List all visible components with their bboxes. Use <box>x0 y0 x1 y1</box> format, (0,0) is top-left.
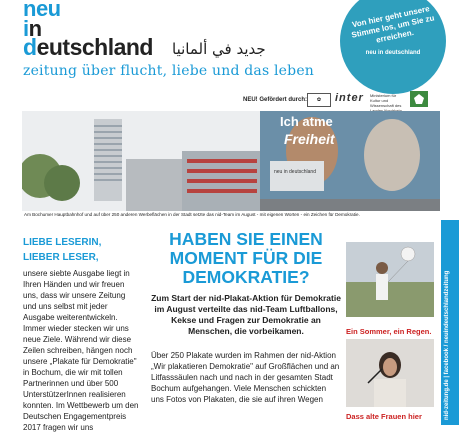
billboard-text-1: Ich atme <box>280 114 333 129</box>
hero-photo <box>22 111 440 211</box>
sponsor-logo-ministry: Ministerium für Kultur und Wissenschaft des <box>370 93 402 108</box>
logo-word-deutschland <box>23 36 153 59</box>
logo-letter-n: n <box>28 16 42 41</box>
tagline: zeitung über flucht, liebe und das leben <box>23 63 315 79</box>
editorial-body: unsere siebte Ausgabe liegt in Ihren Händen und wir freuen uns, dass wir unsere Zeitung und uns selbst mit jeder Ausgabe weiterentwickeln. Immer wieder stecken wir uns neue Ziele. Während wir diese Zeilen schreiben, hängen noch unsere „Plakate für Demokratie" in Bochum, die wir mit tollen Partnerinnen und über 500 UnterstützerInnen realisieren konnten. Im Wettbewerb um den Deutschen Engagementpreis 2017 fragen wir uns <box>23 269 139 432</box>
side-caption-2: Dass alte Frauen hier <box>346 412 422 421</box>
photo-caption: Am Bochumer Hauptbahnhof und auf über 250 anderen Werbeflächen in der Stadt setzte das nid-Team im August - mit eigenen Worten - ein Zeichen für Demokratie. <box>24 212 360 217</box>
billboard-logo: neu in deutschland <box>274 169 316 175</box>
logo-word-neu: neu <box>23 0 61 21</box>
billboard-text-2: Freiheit <box>284 131 335 147</box>
logo-letter-d: d <box>23 34 37 60</box>
logo-rest: eutschland <box>36 34 153 60</box>
nrw-logo-icon <box>410 91 428 107</box>
side-strip <box>441 220 459 425</box>
sponsor-label: NEU! Gefördert durch: <box>243 97 308 103</box>
quote-badge <box>340 0 446 94</box>
sponsor-logo-inter: inter <box>335 92 364 104</box>
badge-quote: Von hier geht unsere Stimme los, um Sie zu erreichen. <box>350 4 436 45</box>
sponsor-logo-1: ✿ <box>307 93 331 107</box>
side-photo-balloon <box>346 242 434 317</box>
article-body: Über 250 Plakate wurden im Rahmen der nid-Aktion „Wir plakatieren Demokratie" auf Großflächen und an Litfasssäulen nach und nach in der gesamten Stadt Bochum aufgehangen. Viele Menschen schickten uns Fotos von Plakaten, die sie auf ihren Wegen <box>151 351 340 404</box>
badge-mini-logo: neu in deutschland <box>365 50 421 56</box>
side-caption-1: Ein Sommer, ein Regen. <box>346 327 432 336</box>
article-headline: HABEN SIE EINEN MOMENT FÜR DIE DEMOKRATIE? <box>169 229 323 287</box>
greeting-line-1: LIEBE LESERIN, <box>23 237 102 248</box>
logo-letter-i: i <box>23 16 29 41</box>
greeting-line-2: LIEBER LESER, <box>23 252 99 263</box>
article-lead: Zum Start der nid-Plakat-Aktion für Demokratie im August verteilte das nid-Team Luftballons, Kekse und Fragen zur Demokratie an Menschen, die vorbeikamen. <box>151 293 341 336</box>
sidebar-text: nid-zeitung.de | facebook / neuindeutschlandzeitung <box>444 270 450 420</box>
side-photo-speaker <box>346 339 434 407</box>
logo-arabic: جديد في ألمانيا <box>172 40 266 58</box>
